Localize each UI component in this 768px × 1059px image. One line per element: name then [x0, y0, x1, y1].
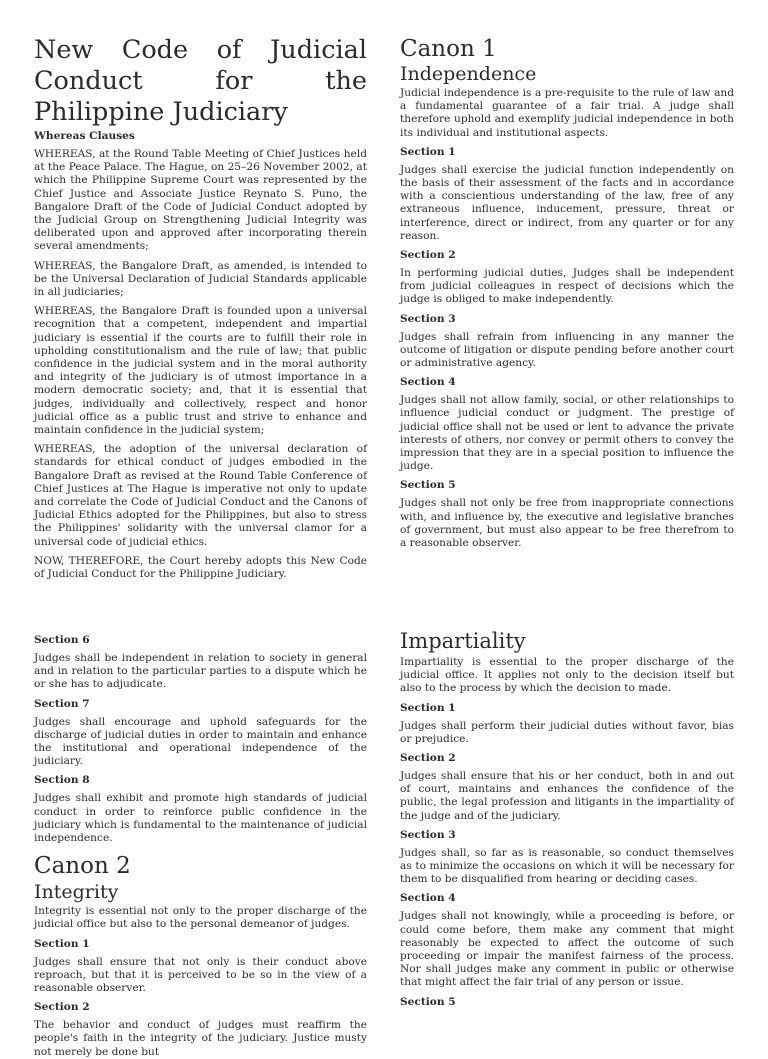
- section-heading: Section 5: [400, 479, 456, 492]
- section-heading: Section 2: [400, 752, 456, 765]
- whereas-paragraph: WHEREAS, the adoption of the universal declaration of standards for ethical conduct of judges embodied in the Bangalore Draft as revised at the Round Table Conference of Chief Justices at The Hague is imperative not only to update and correlate the Code of Judicial Conduct and the Canons of Judicial Ethics adopted for the Philippines, but also to stress the Philippines' solidarity with the universal clamor for a universal code of judicial ethics.: [34, 443, 367, 548]
- section-heading: Section 2: [34, 1001, 90, 1014]
- whereas-heading: Whereas Clauses: [34, 130, 135, 142]
- section-heading: Section 5: [400, 995, 456, 1008]
- section-text: Judges shall not only be free from inappropriate connections with, and influence by, the executive and legislative branches of government, but must also appear to be free therefrom to a reasonable observer.: [400, 497, 734, 550]
- canon-2-title: Canon 2: [34, 853, 131, 880]
- canon-1-title: Canon 1: [400, 36, 497, 62]
- section-heading: Section 4: [400, 376, 456, 389]
- section-heading: Section 6: [34, 634, 90, 646]
- section-heading: Section 3: [400, 312, 456, 325]
- section-text: Judges shall ensure that his or her conduct, both in and out of court, maintains and enhances the confidence of the public, the legal profession and litigants in the impartiality of the judge and of the judiciary.: [400, 770, 734, 822]
- section-text: Judges shall perform their judicial duties without favor, bias or prejudice.: [400, 719, 734, 745]
- right-column: [400, 620, 734, 1024]
- section-heading: Section 3: [400, 828, 456, 841]
- section-heading: Section 4: [400, 892, 456, 905]
- left-column: [34, 0, 367, 600]
- canon-1-subtitle: Independence: [400, 63, 537, 85]
- section-text: Judges shall ensure that not only is their conduct above reproach, but that it is perceived to be so in the view of a reasonable observer.: [34, 955, 367, 995]
- whereas-paragraph: WHEREAS, at the Round Table Meeting of Chief Justices held at the Peace Palace. The Hague, on 25–26 November 2002, at which the Philippine Supreme Court was represented by the Chief Justice and Associate Justice Reynato S. Puno, the Bangalore Draft of the Code of Judicial Conduct adopted by the Judicial Group on Strengthening Judicial Integrity was deliberated upon and approved after incorporating therein several amendments;: [34, 148, 367, 253]
- whereas-paragraph: WHEREAS, the Bangalore Draft is founded upon a universal recognition that a competent, independent and impartial judiciary is essential if the courts are to fulfill their role in upholding constitutionalism and the rule of law; that public confidence in the judicial system and in the moral authority and integrity of the judiciary is of utmost importance in a modern democratic society; and, that it is essential that judges, individually and collectively, respect and honor judicial office as a public trust and strive to enhance and maintain confidence in the judicial system;: [34, 305, 367, 437]
- section-text: Judges shall not knowingly, while a proceeding is before, or could come before, them make any comment that might reasonably be expected to affect the outcome of such proceeding or impair the manifest fairness of the process. Nor shall judges make any comment in public or otherwise that might affect the fair trial of any person or issue.: [400, 910, 734, 989]
- section-text: Judges shall refrain from influencing in any manner the outcome of litigation or dispute pending before another court or administrative agency.: [400, 330, 734, 370]
- whereas-paragraph: WHEREAS, the Bangalore Draft, as amended, is intended to be the Universal Declaration of Judicial Standards applicable in all judiciaries;: [34, 259, 367, 299]
- canon-2-intro: Integrity is essential not only to the proper discharge of the judicial office but also to the personal demeanor of judges.: [34, 905, 367, 931]
- section-text: The behavior and conduct of judges must reaffirm the people's faith in the integrity of the judiciary. Justice musty not merely be done but: [34, 1019, 367, 1058]
- section-heading: Section 2: [400, 249, 456, 262]
- whereas-paragraph: NOW, THEREFORE, the Court hereby adopts this New Code of Judicial Conduct for the Philippine Judiciary.: [34, 554, 367, 581]
- section-heading: Section 1: [400, 701, 456, 714]
- section-text: Judges shall exhibit and promote high standards of judicial conduct in order to reinforce public confidence in the judiciary which is fundamental to the maintenance of judicial independence.: [34, 792, 367, 845]
- canon-1-intro: Judicial independence is a pre-requisite to the rule of law and a fundamental guarantee of a fair trial. A judge shall therefore uphold and exemplify judicial independence in both its individual and institutional aspects.: [400, 87, 734, 139]
- section-text: Judges shall be independent in relation to society in general and in relation to the particular parties to a dispute which he or she has to adjudicate.: [34, 652, 367, 691]
- section-heading: Section 1: [34, 937, 90, 950]
- document-page-2: [0, 620, 768, 1058]
- section-heading: Section 1: [400, 145, 456, 158]
- document-title: New Code of Judicial Conduct for the Philippine Judiciary: [34, 35, 367, 127]
- impartiality-intro: Impartiality is essential to the proper discharge of the judicial office. It applies not only to the decision itself but also to the process by which the decision to made.: [400, 656, 734, 695]
- canon-2-subtitle: Integrity: [34, 881, 119, 904]
- section-text: In performing judicial duties, Judges shall be independent from judicial colleagues in respect of decisions which the judge is obliged to make independently.: [400, 267, 734, 306]
- impartiality-title: Impartiality: [400, 629, 526, 653]
- section-text: Judges shall not allow family, social, or other relationships to influence judicial conduct or judgment. The prestige of judicial office shall not be used or lent to advance the private interests of others, nor convey or permit others to convey the impression that they are in a special position to influence the judge.: [400, 394, 734, 473]
- right-column: [400, 0, 734, 600]
- section-text: Judges shall encourage and uphold safeguards for the discharge of judicial duties in order to maintain and enhance the institutional and operational independence of the judiciary.: [34, 715, 367, 768]
- left-column: [34, 620, 367, 1058]
- section-text: Judges shall exercise the judicial function independently on the basis of their assessment of the facts and in accordance with a conscientious understanding of the law, free of any extraneous influence, inducement, pressure, threat or interference, direct or indirect, from any quarter or for any reason.: [400, 163, 734, 242]
- section-text: Judges shall, so far as is reasonable, so conduct themselves as to minimize the occasions on which it will be necessary for them to be disqualified from hearing or deciding cases.: [400, 846, 734, 886]
- section-heading: Section 7: [34, 697, 90, 710]
- section-heading: Section 8: [34, 774, 90, 787]
